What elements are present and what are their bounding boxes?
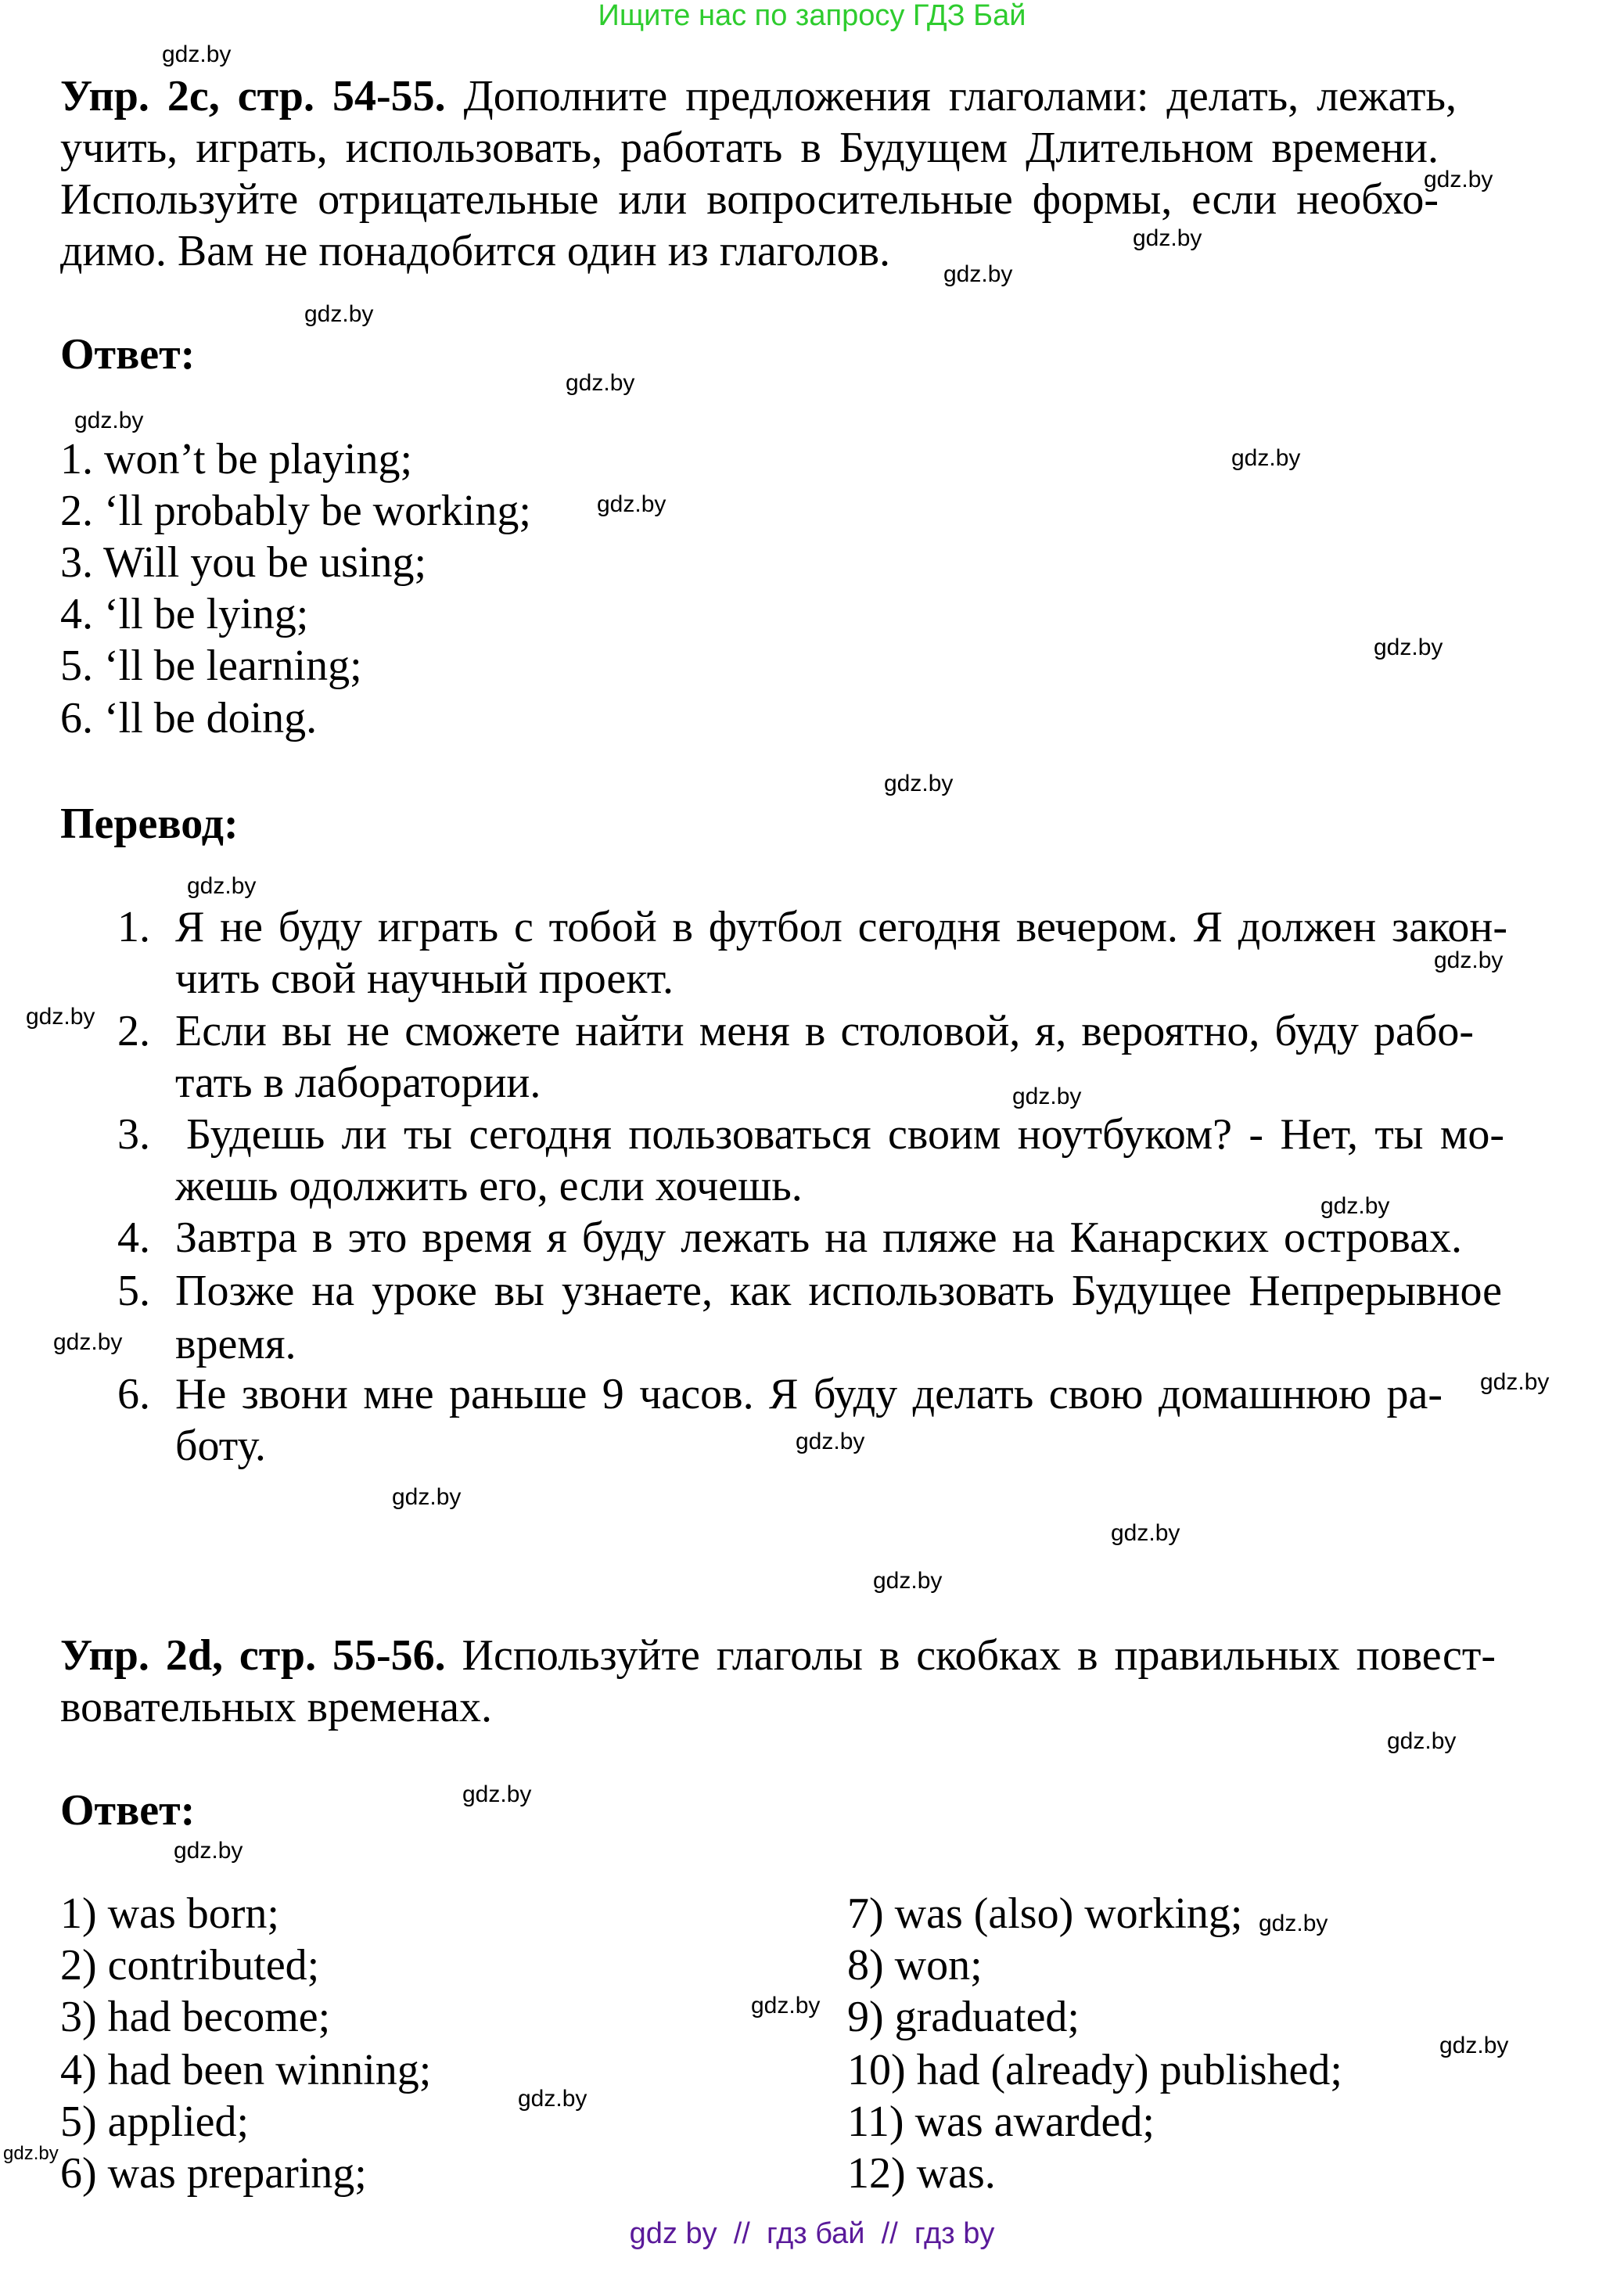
ex2c-text: учить, играть, использовать, работать в Будущем Длительном времени. xyxy=(60,124,1439,172)
ex2c-title-line xyxy=(60,70,1457,122)
translation-line: Если вы не сможете найти меня в столовой, я, вероятно, буду рабо- xyxy=(175,1007,1474,1055)
watermark: gdz.by xyxy=(26,1004,95,1030)
answer-heading: Ответ: xyxy=(60,1786,196,1835)
watermark: gdz.by xyxy=(74,408,144,433)
translation-number: 6. xyxy=(117,1370,150,1418)
answer-item: 2) contributed; xyxy=(60,1941,320,1990)
translation-line: Позже на уроке вы узнаете, как использовать Будущее Непрерывное xyxy=(175,1267,1502,1315)
answer-heading: Ответ: xyxy=(60,330,196,379)
answer-item: 3) had become; xyxy=(60,1993,331,2041)
watermark: gdz.by xyxy=(3,2143,59,2164)
answer-item: 5) applied; xyxy=(60,2098,250,2146)
answer-item: 7) was (also) working; xyxy=(847,1889,1243,1938)
watermark: gdz.by xyxy=(1259,1911,1328,1936)
translation-line: Будешь ли ты сегодня пользоваться своим ноутбуком? - Нет, ты мо- xyxy=(186,1110,1504,1159)
translation-line: тать в лаборатории. xyxy=(175,1059,541,1107)
answer-item: 3. Will you be using; xyxy=(60,538,427,587)
translation-number: 2. xyxy=(117,1007,150,1055)
watermark: gdz.by xyxy=(1012,1084,1082,1109)
ex2c-text: Используйте отрицательные или вопросительные формы, если необхо- xyxy=(60,175,1439,224)
translation-heading: Перевод: xyxy=(60,800,239,848)
translation-line: Не звони мне раньше 9 часов. Я буду делать свою домашнюю ра- xyxy=(175,1370,1443,1418)
watermark: gdz.by xyxy=(1320,1193,1390,1219)
watermark: gdz.by xyxy=(187,873,257,899)
watermark: gdz.by xyxy=(304,301,374,327)
translation-line: чить свой научный проект. xyxy=(175,954,674,1003)
answer-item: 9) graduated; xyxy=(847,1993,1080,2041)
answer-item: 4. ‘ll be lying; xyxy=(60,590,309,638)
footer-link[interactable]: gdz by // гдз бай // гдз by xyxy=(629,2217,995,2250)
ex2c-text: димо. Вам не понадобится один из глаголов. xyxy=(60,227,890,275)
translation-number: 3. xyxy=(117,1110,150,1159)
watermark: gdz.by xyxy=(1439,2033,1509,2058)
ex2d-text: Используйте глаголы в скобках в правильных повест- xyxy=(462,1631,1496,1680)
watermark: gdz.by xyxy=(1374,635,1443,660)
translation-line: жешь одолжить его, если хочешь. xyxy=(175,1162,803,1210)
translation-line: время. xyxy=(175,1320,296,1368)
ex2d-title: Упр. 2d, стр. 55-56. xyxy=(60,1631,446,1680)
watermark: gdz.by xyxy=(943,261,1013,287)
answer-item: 1) was born; xyxy=(60,1889,279,1938)
answer-item: 6) was preparing; xyxy=(60,2149,367,2198)
watermark: gdz.by xyxy=(174,1838,243,1864)
answer-item: 8) won; xyxy=(847,1941,983,1990)
translation-line: Завтра в это время я буду лежать на пляже на Канарских островах. xyxy=(175,1213,1462,1262)
ex2d-text: вовательных временах. xyxy=(60,1683,492,1731)
answer-item: 6. ‘ll be doing. xyxy=(60,694,318,742)
watermark: gdz.by xyxy=(1111,1520,1180,1546)
watermark: gdz.by xyxy=(566,370,635,396)
watermark: gdz.by xyxy=(1231,445,1301,471)
watermark: gdz.by xyxy=(1387,1728,1457,1754)
ex2c-text: Дополните предложения глаголами: делать, лежать, xyxy=(463,72,1457,120)
answer-item: 4) had been winning; xyxy=(60,2046,432,2094)
answer-item: 1. won’t be playing; xyxy=(60,435,413,484)
answer-item: 2. ‘ll probably be working; xyxy=(60,487,531,535)
answer-item: 5. ‘ll be learning; xyxy=(60,642,362,690)
watermark: gdz.by xyxy=(796,1429,865,1454)
watermark: gdz.by xyxy=(597,491,666,517)
translation-number: 1. xyxy=(117,903,150,951)
ex2c-title: Упр. 2c, стр. 54-55. xyxy=(60,72,446,120)
watermark: gdz.by xyxy=(1133,225,1202,251)
watermark: gdz.by xyxy=(1480,1369,1550,1395)
watermark: gdz.by xyxy=(518,2086,587,2112)
answer-item: 11) was awarded; xyxy=(847,2098,1155,2146)
watermark: gdz.by xyxy=(162,41,232,67)
watermark: gdz.by xyxy=(1434,947,1504,973)
translation-number: 4. xyxy=(117,1213,150,1262)
watermark: gdz.by xyxy=(53,1329,123,1355)
search-banner: Ищите нас по запросу ГДЗ Бай xyxy=(598,0,1026,32)
watermark: gdz.by xyxy=(1424,167,1493,192)
translation-line: Я не буду играть с тобой в футбол сегодня вечером. Я должен закон- xyxy=(175,903,1507,951)
answer-item: 10) had (already) published; xyxy=(847,2046,1342,2094)
answer-item: 12) was. xyxy=(847,2149,996,2198)
watermark: gdz.by xyxy=(884,771,954,796)
ex2d-title-line xyxy=(60,1630,1496,1681)
translation-line: боту. xyxy=(175,1422,266,1470)
watermark: gdz.by xyxy=(873,1568,943,1594)
watermark: gdz.by xyxy=(462,1781,532,1807)
watermark: gdz.by xyxy=(392,1484,462,1510)
watermark: gdz.by xyxy=(751,1993,821,2019)
translation-number: 5. xyxy=(117,1267,150,1315)
